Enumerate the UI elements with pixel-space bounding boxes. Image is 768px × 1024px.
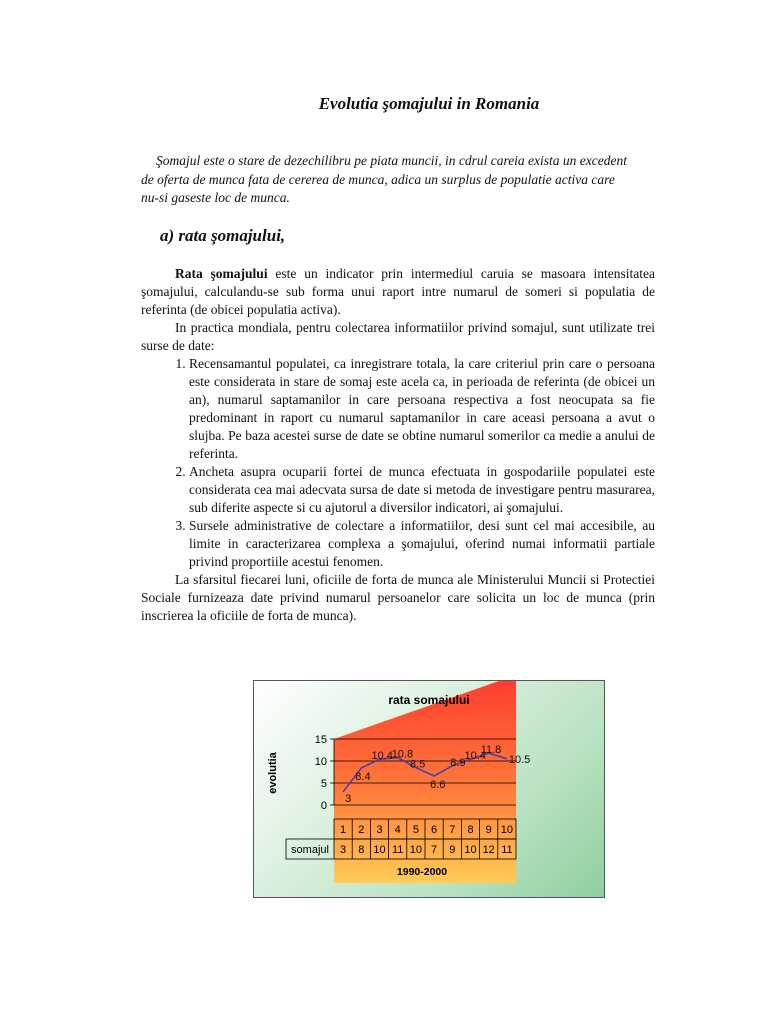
table-header-cell: 8 bbox=[467, 824, 474, 836]
table-value-cell: 11 bbox=[501, 844, 513, 856]
data-label: 11.8 bbox=[480, 744, 502, 757]
list-item: 3. Sursele administrative de colectare a informatiilor, desi sunt cel mai accesibile, au limite in caracterizarea complexa a şomajului, oferind numai informatii partiale privind proportiile acestui fenomen. bbox=[189, 517, 655, 571]
data-label: 6.6 bbox=[430, 778, 446, 791]
table-value-cell: 8 bbox=[358, 844, 365, 856]
table-value-cell: 9 bbox=[449, 844, 456, 856]
sources-list bbox=[141, 355, 655, 571]
x-axis-label: 1990-2000 bbox=[396, 866, 448, 878]
data-label: 10.4 bbox=[371, 750, 393, 763]
list-item: 2. Ancheta asupra ocuparii fortei de munca efectuata in gospodariile populatei este considerata cea mai adecvata sursa de date si metoda de investigare pentru masurarea, sub diferite aspecte si cu ajutorul a diversilor indicatori, ai şomajului. bbox=[189, 463, 655, 517]
table-header-cell: 2 bbox=[358, 824, 365, 836]
data-label: 3 bbox=[345, 792, 352, 805]
table-header-cell: 9 bbox=[485, 824, 492, 836]
chart-canvas bbox=[254, 681, 604, 897]
data-label: 10.4 bbox=[464, 750, 486, 763]
y-tick-label: 0 bbox=[320, 800, 327, 812]
table-header-cell: 3 bbox=[376, 824, 383, 836]
y-axis-label: evolutia bbox=[267, 752, 279, 794]
data-label: 8.4 bbox=[355, 771, 371, 784]
y-tick-label: 15 bbox=[314, 734, 327, 746]
data-label: 8.9 bbox=[450, 756, 466, 769]
table-value-cell: 7 bbox=[431, 844, 438, 856]
table-header-cell: 5 bbox=[412, 824, 419, 836]
table-header-cell: 7 bbox=[449, 824, 456, 836]
data-label: 8.5 bbox=[409, 758, 426, 771]
table-header-cell: 1 bbox=[340, 824, 347, 836]
paragraph-rate-definition-text: este un indicator prin intermediul caruia se masoara intensitatea şomajului, calculandu-se sub forma unui raport intre numarul de someri si populatia de referinta (de obicei populatia activa). bbox=[141, 266, 655, 317]
unemployment-chart bbox=[253, 680, 605, 898]
table-header-cell: 10 bbox=[500, 824, 514, 836]
paragraph-monthly-data: La sfarsitul fiecarei luni, oficiile de forta de munca ale Ministerului Muncii si Protectiei Sociale furnizeaza date privind numarul persoanelor care solicita un loc de munca (prin inscrierea la oficiile de forta de munca). bbox=[141, 572, 655, 623]
data-label: 10.8 bbox=[391, 748, 414, 761]
list-item: 1. Recensamantul populatei, ca inregistrare totala, la care criteriul prin care o persoana este considerata in stare de somaj este acela ca, in perioada de referinta (de obicei un an), numarul saptamanilor in care persoana respectiva a fost neocupata sa fie predominant in raport cu numarul saptamanilor in care aceasi persoana a avut o slujba. Pe baza acestei surse de date se obtine numarul somerilor ca medie a anului de referinta. bbox=[189, 355, 655, 463]
table-value-cell: 3 bbox=[340, 844, 347, 856]
term-rata-somajului: Rata şomajului bbox=[175, 266, 268, 281]
y-tick-label: 5 bbox=[320, 778, 327, 790]
chart-title: rata somajului bbox=[388, 693, 470, 707]
table-value-cell: 10 bbox=[409, 844, 423, 856]
table-header-cell: 6 bbox=[431, 824, 438, 836]
paragraph-rate-definition bbox=[141, 265, 655, 319]
body-text bbox=[141, 265, 655, 625]
table-value-cell: 11 bbox=[391, 844, 404, 856]
page-title: Evolutia şomajului in Romania bbox=[318, 94, 540, 113]
data-label: 10.5 bbox=[508, 753, 531, 766]
paragraph-data-sources: In practica mondiala, pentru colectarea informatiilor privind somajul, sunt utilizate trei surse de date: bbox=[141, 320, 655, 353]
intro-text: Şomajul este o stare de dezechilibru pe piata muncii, in cdrul careia exista un excedent de oferta de munca fata de cererea de munca, adica un surplus de populatie activa care nu-si gaseste loc de munca. bbox=[141, 153, 628, 205]
table-value-cell: 10 bbox=[373, 844, 386, 856]
table-header-cell: 4 bbox=[394, 824, 401, 836]
table-series-name: somajul bbox=[291, 844, 329, 856]
table-value-cell: 10 bbox=[464, 844, 477, 856]
y-tick-label: 10 bbox=[314, 756, 327, 768]
table-value-cell: 12 bbox=[482, 844, 495, 856]
intro-paragraph bbox=[141, 152, 635, 208]
section-heading: a) rata şomajului, bbox=[160, 226, 286, 245]
